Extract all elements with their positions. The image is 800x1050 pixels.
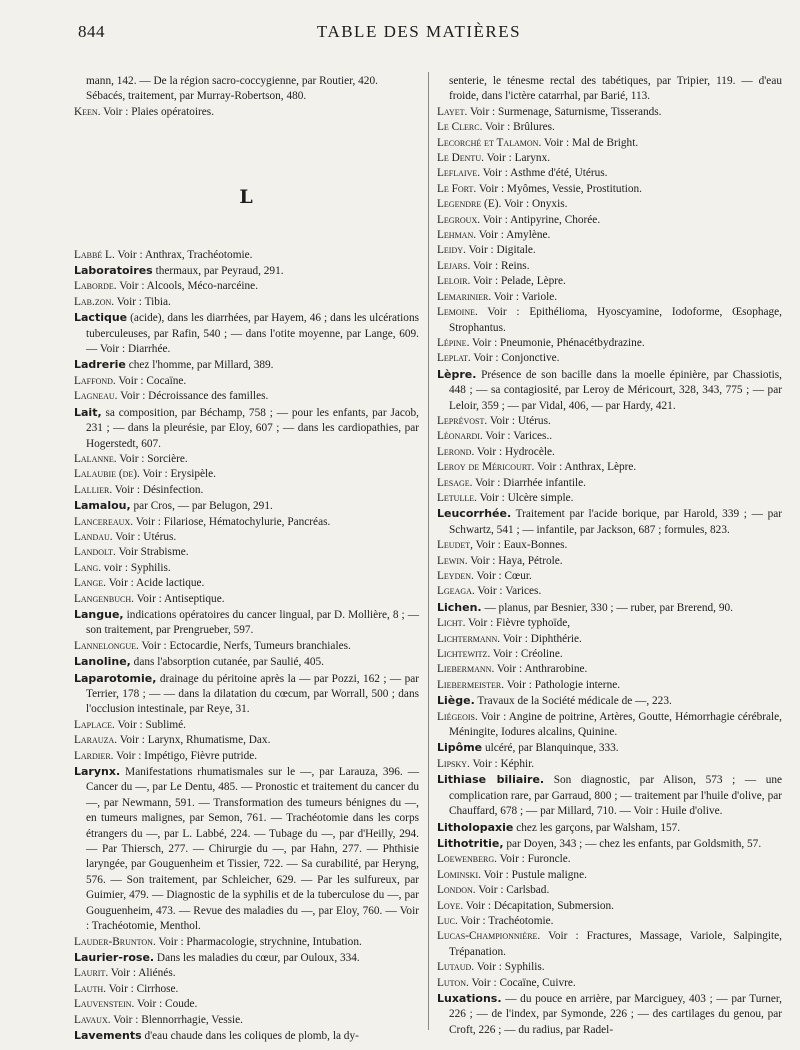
index-entry [74,279,419,294]
entry-heading: Legendre (E). [437,198,502,211]
entry-text: Voir : Reins. [472,259,530,272]
entry-heading: Luc. [437,914,458,927]
entry-heading: Leprévost. [437,414,488,427]
right-column-entries [437,74,782,1038]
page-title: TABLE DES MATIÈRES [316,22,522,41]
entry-text: Voir : Myômes, Vessie, Prostitution. [478,182,642,195]
index-entry [437,136,782,151]
entry-heading: Léonardi. [437,430,483,443]
index-entry [437,74,782,105]
index-entry [437,506,782,538]
index-entry [437,538,782,553]
index-entry [437,678,782,693]
entry-text: — planus, par Besnier, 330 ; — ruber, par Brerend, 90. [484,601,733,614]
entry-text: Voir : Cocaïne. [118,374,187,387]
entry-heading: Labbé L. [74,248,115,261]
entry-heading: Lithiase biliaire. [437,773,545,787]
entry-text: mann, 142. — De la région sacro-coccygienne, par Routier, 420. [86,75,378,87]
entry-text: Voir : Erysipèle. [142,468,216,481]
entry-text: Voir : Mal de Bright. [543,136,639,149]
entry-text: Voir : Hydrocèle. [476,445,555,458]
index-entry [437,336,782,351]
entry-text: Voir : Surmenage, Saturnisme, Tisserands. [469,105,662,118]
entry-heading: Leloir. [437,275,471,288]
entry-heading: Liebermann. [437,663,495,676]
entry-heading: Le Dentu. [437,152,484,165]
entry-heading: Le Fort. [437,182,477,195]
index-entry [74,1013,419,1028]
entry-heading: Leyden. [437,570,474,582]
entry-text: Voir : Alcools, Méco-narcéine. [119,280,259,293]
entry-text: Voir : Coude. [137,998,198,1011]
index-entry [74,639,419,654]
index-entry [74,1028,419,1044]
entry-heading: Lemoine. [437,306,478,319]
entry-heading: Lauvenstein. [74,998,135,1011]
entry-text: Voir : Pneumonie, Phénacétbydrazine. [472,336,645,349]
entry-heading: Laboratoires [74,264,153,278]
index-entry [74,718,419,733]
index-entry [74,950,419,966]
entry-heading: Lactique [74,311,128,325]
entry-text: Voir : Cœur. [476,570,532,582]
entry-text: Voir : Pustule maligne. [483,868,587,881]
entry-heading: Lauder-Brunton. [74,935,156,948]
entry-text: Voir : Blennorrhagie, Vessie. [113,1013,243,1026]
entry-heading: Letulle. [437,491,477,504]
index-entry [437,351,782,366]
entry-text: Voir : Sublimé. [117,718,186,731]
entry-heading: Lemarinier. [437,290,492,303]
entry-heading: Leroy de Méricourt. [437,461,535,474]
entry-heading: Larynx. [74,765,121,779]
entry-heading: Lang. [74,561,102,574]
entry-text: Voir : Ectocardie, Nerfs, Tumeurs branchiales. [141,639,351,652]
entry-heading: Licht. [437,617,466,630]
entry-heading: Lgeaga. [437,585,475,598]
entry-text: ulcéré, par Blanquinque, 333. [484,742,619,755]
entry-text: Voir : Utérus. [115,530,177,543]
index-entry [74,592,419,607]
index-entry [437,274,782,289]
entry-heading: Lewin. [437,554,468,567]
entry-text: Voir : Angine de poitrine, Artères, Goutte, Hémorrhagie cérébrale, Méningite, Iodures alcalins, Quinine. [449,710,783,739]
index-entry [437,151,782,166]
entry-text: Voir : Furoncle. [499,853,571,866]
entry-heading: Liebermeister. [437,678,505,691]
entry-text: Voir : Pharmacologie, strychnine, Intubation. [158,935,362,948]
index-entry [437,662,782,677]
entry-heading: Landolt. [74,546,116,559]
index-entry [437,166,782,181]
entry-heading: Lallier. [74,483,113,496]
page-number: 844 [78,22,105,41]
index-entry [437,693,782,709]
entry-heading: Laffond. [74,374,116,387]
entry-heading: Lalanne. [74,452,117,465]
entry-heading: Laplace. [74,718,115,731]
entry-heading: Lauth. [74,982,106,995]
index-entry [74,452,419,467]
entry-text: Voir : Larynx. [486,152,551,165]
entry-heading: Lardier. [74,749,114,762]
entry-heading: Lesage. [437,476,473,489]
entry-text: Voir : Onyxis. [503,198,568,211]
entry-heading: Lipôme [437,741,483,755]
entry-text: Voir : Anthrarobine. [496,663,588,676]
entry-heading: Lehman. [437,229,477,242]
index-entry [74,498,419,514]
entry-heading: Lalaubie (de). [74,468,140,481]
entry-text: voir : Syphilis. [103,561,171,574]
entry-text: Voir : Désinfection. [114,483,204,496]
entry-heading: Lavaux. [74,1013,111,1026]
index-entry [437,616,782,631]
index-entry [74,374,419,389]
entry-text: Voir : Antiseptique. [136,592,225,605]
index-entry [74,764,419,934]
entry-text: Voir : Képhir. [472,757,535,770]
index-entry [437,914,782,929]
entry-heading: Lipsky. [437,757,470,770]
index-entry [74,389,419,404]
entry-heading: Larauza. [74,734,118,747]
index-entry [437,305,782,336]
entry-text: Son diagnostic, par Alison, 573 ; — une complication rare, par Garraud, 800 ; — traitement par l'huile d'olive, par Chauffard, 678 ; — par Millard, 710. — Voir : Huile d'olive. [449,774,783,818]
entry-text: Voir : Fièvre typhoïde, [468,617,571,630]
index-entry [437,445,782,460]
entry-text: Voir : Brûlures. [485,121,555,134]
entry-text: Manifestations rhumatismales sur le —, par Larauza, 396. — Cancer du —, par Le Dentu, 485. — Pronostic et traitement du cancer du —, par Newmann, 591. — Transformation des tumeurs bénignes du —, en tumeurs malignes, par Semon, 761. — Trachéotomie dans les corps étrangers du —, par L. Labbé, 224. — Tubage du —, par d'Heilly, 294. — Par Thiersch, 277. — Chirurgie du —, par Hahn, 277. — Phthisie laryngée, par Gouguenheim et Tissier, 722. — Sa curabilité, par Heryng, 576. — Son traitement, par Schleicher, 629. — Par les sulfureux, par Guimier, 479. — Diagnostic de la syphilis et de la tuberculose du —, par Gouguenheim, 473. — Revue des maladies du —, par Eloy, 760. — Voir : Trachéotomie, Menthol. [86,766,419,933]
entry-heading: Lavements [74,1028,142,1042]
left-column [74,74,419,1044]
entry-text: Voir : Fractures, Massage, Variole, Salpingite, Trépanation. [449,930,782,958]
entry-heading: Layet. [437,105,468,118]
entry-text: Voir : Varices.. [485,430,553,443]
index-entry [74,966,419,981]
index-entry [437,710,782,741]
entry-text: Voir : Anthrax, Trachéotomie. [117,248,253,261]
index-entry [437,960,782,975]
index-entry [74,733,419,748]
index-entry [437,852,782,867]
entry-text: thermaux, par Peyraud, 291. [155,265,284,278]
index-entry [437,569,782,584]
entry-text: Voir : Amylène. [478,229,551,242]
entry-text: Voir : Aliénés. [110,967,176,980]
entry-text: Voir : Syphilis. [476,961,545,974]
index-entry [437,772,782,819]
index-entry [437,883,782,898]
entry-text: Voir Strabisme. [118,546,189,559]
index-entry [437,476,782,491]
entry-heading: Lecorché et Talamon. [437,136,542,149]
entry-heading: Le Clerc. [437,121,483,134]
index-entry [74,982,419,997]
entry-text: Voir : Anthrax, Lèpre. [537,461,637,474]
entry-heading: Leplat. [437,352,471,365]
index-entry [74,310,419,357]
entry-heading: Lichen. [437,600,482,614]
entry-text: Voir : Cirrhose. [108,982,179,995]
entry-heading: Lannelongue. [74,639,139,652]
index-entry [437,976,782,991]
right-column [437,74,782,1038]
index-entry [437,105,782,120]
entry-heading: Luton. [437,976,469,989]
entry-heading: Keen. [74,105,101,118]
index-entry [74,671,419,718]
entry-heading: Lerond. [437,445,475,458]
index-entry [437,647,782,662]
entry-heading: Lancereaux. [74,515,134,528]
entry-heading: Loye. [437,899,464,912]
index-entry [74,576,419,591]
entry-text: Voir : Décroissance des familles. [120,390,269,403]
index-entry [437,414,782,429]
entry-heading: Laborde. [74,280,117,293]
entry-text: Voir : Acide lactique. [108,577,205,590]
index-entry [74,105,419,120]
index-entry [74,357,419,373]
index-entry [437,757,782,772]
index-entry [74,74,419,89]
entry-heading: Litholopaxie [437,820,514,834]
entry-text: Travaux de la Société médicale de —, 223. [477,695,672,708]
index-entry [437,600,782,616]
entry-text: Voir : Carlsbad. [478,884,550,897]
index-entry [74,749,419,764]
entry-text: chez l'homme, par Millard, 389. [128,359,274,372]
entry-heading: Langue, [74,607,124,621]
entry-heading: Leflaive. [437,167,481,180]
index-entry [437,197,782,212]
index-entry [437,491,782,506]
entry-heading: Leidy. [437,244,466,257]
index-entry [437,460,782,475]
entry-heading: Lejars. [437,259,471,272]
index-entry [437,213,782,228]
entry-text: dans l'absorption cutanée, par Saulié, 405. [133,656,324,669]
entry-text: Voir : Filariose, Hématochylurie, Pancréas. [135,515,331,528]
entry-heading: Landau. [74,530,113,543]
entry-text: Voir : Tibia. [116,295,171,308]
index-entry [437,991,782,1038]
entry-text: Voir : Cocaïne, Cuivre. [471,976,576,989]
entry-text: d'eau chaude dans les coliques de plomb, la dy- [144,1029,359,1042]
index-entry [74,997,419,1012]
entry-heading: Langenbuch. [74,592,134,605]
entry-text: par Cros, — par Belugon, 291. [133,500,273,513]
index-entry [437,120,782,135]
entry-text: (acide), dans les diarrhées, par Hayem, 46 ; dans les ulcérations tuberculeuses, par Rafin, 540 ; — dans l'otite moyenne, par Lange, 609. — Voir : Diarrhée. [86,312,419,356]
entry-text: Voir : Sorcière. [119,452,188,465]
entry-text: Voir : Diarrhée infantile. [475,476,586,489]
index-entry [437,929,782,960]
entry-text: Voir : Trachéotomie. [460,914,554,927]
left-column-entries [74,248,419,1045]
left-column-continuation [74,74,419,120]
entry-text: Voir : Décapitation, Submersion. [465,899,614,912]
index-entry [74,530,419,545]
entry-text: drainage du péritoine après la — par Pozzi, 162 ; — par Terrier, 178 ; — — dans la dilatation du cœcum, par Worrall, 500 ; dans l'occlusion intestinale, par Reye, 31. [86,672,419,716]
entry-text: Présence de son bacille dans la moelle épinière, par Chassiotis, 448 ; — sa contagiosité, par Leroy de Méricourt, 328, 343, 775 ; — par Leloir, 359 ; — par Vidal, 406, — par Hardy, 421. [449,368,783,412]
index-entry [437,836,782,852]
index-entry [437,554,782,569]
entry-text: Voir : Digitale. [468,244,536,257]
index-entry [74,935,419,950]
entry-heading: Lèpre. [437,367,477,381]
entry-text: Sébacés, traitement, par Murray-Robertson, 480. [86,90,307,103]
entry-text: Voir : Ulcère simple. [479,491,574,504]
entry-heading: Laparotomie, [74,671,157,685]
index-entry [74,561,419,576]
entry-text: Voir : Impétigo, Fièvre putride. [116,749,258,762]
entry-heading: London. [437,884,476,897]
index-entry [74,545,419,560]
index-entry [437,868,782,883]
entry-heading: Lait, [74,405,102,419]
entry-heading: Laurit. [74,967,109,980]
index-entry [437,367,782,414]
entry-heading: Lichtewitz. [437,648,491,661]
index-entry [74,89,419,104]
entry-text: Voir : Diphthérie. [502,632,582,645]
entry-text: indications opératoires du cancer lingual, par D. Mollière, 8 ; — son traitement, par Prengrueber, 597. [86,608,419,637]
entry-heading: Ladrerie [74,358,126,372]
index-entry [437,259,782,274]
entry-heading: Liège. [437,694,475,708]
entry-text: Voir : Asthme d'été, Utérus. [482,167,608,180]
entry-text: senterie, le ténesme rectal des tabétiques, par Tripier, 119. — d'eau froide, dans l'ictère catarrhal, par Barié, 113. [449,75,782,103]
index-entry [74,483,419,498]
index-entry [74,263,419,279]
index-entry [437,182,782,197]
entry-text: Voir : Epithélioma, Hyoscyamine, Iodoforme, Œsophage, Strophantus. [449,306,782,334]
index-entry [437,243,782,258]
section-letter: L [239,186,254,209]
entry-text: Voir : Plaies opératoires. [103,105,215,118]
entry-heading: Lucas-Championnière. [437,930,541,943]
entry-text: — du pouce en arrière, par Marciguey, 403 ; — par Turner, 226 ; — de l'index, par Symonde, 226 ; — des cartilages du genou, par Croft, 226 ; — du radius, par Radel- [449,992,782,1036]
entry-heading: Laurier-rose. [74,950,155,964]
entry-text: Voir : Larynx, Rhumatisme, Dax. [119,734,271,747]
entry-heading: Leudet, [437,539,473,552]
entry-text: Traitement par l'acide borique, par Harold, 339 ; — par Schwartz, 541 ; — infantile, par Jackson, 687 ; formules, 823. [449,508,782,536]
entry-heading: Luxations. [437,991,502,1005]
entry-text: chez les garçons, par Walsham, 157. [516,821,681,834]
entry-text: par Doyen, 343 ; — chez les enfants, par Goldsmith, 57. [506,837,762,850]
entry-text: Voir : Utérus. [489,414,551,427]
entry-text: Dans les maladies du cœur, par Ouloux, 334. [156,951,360,964]
entry-text: Voir : Haya, Pétrole. [470,554,563,567]
entry-heading: Lichtermann. [437,632,501,645]
entry-text: Voir : Eaux-Bonnes. [475,539,568,552]
entry-heading: Lagneau. [74,390,118,403]
index-entry [74,515,419,530]
entry-text: Voir : Conjonctive. [473,352,560,365]
entry-heading: Loewenberg. [437,853,497,866]
entry-heading: Lange. [74,577,106,590]
entry-text: sa composition, par Béchamp, 758 ; — pour les enfants, par Jacob, 231 ; — dans la pleurésie, par Eloy, 607 ; — dans les cardiopathies, par Hogerstedt, 607. [86,406,419,450]
index-entry [74,248,419,263]
index-entry [74,607,419,639]
entry-heading: Legroux. [437,213,481,226]
index-entry [437,820,782,836]
entry-text: Voir : Pelade, Lèpre. [472,275,566,288]
entry-heading: Lithotritie, [437,836,504,850]
entry-heading: Lanoline, [74,655,131,669]
entry-text: Voir : Pathologie interne. [506,678,621,691]
entry-heading: Leucorrhée. [437,507,512,521]
entry-text: Voir : Antipyrine, Chorée. [482,213,601,226]
entry-heading: Liégeois. [437,710,478,723]
index-entry [437,632,782,647]
index-entry [74,467,419,482]
index-entry [74,654,419,670]
entry-text: Voir : Créoline. [492,648,563,661]
index-entry [437,899,782,914]
index-entry [437,740,782,756]
index-entry [437,290,782,305]
index-entry [437,584,782,599]
entry-heading: Lépine. [437,336,470,349]
entry-heading: Lab.zon. [74,295,115,308]
entry-text: Voir : Varices. [477,585,542,598]
entry-heading: Lamalou, [74,499,131,513]
entry-heading: Lutaud. [437,961,475,974]
column-divider [428,72,429,1030]
index-entry [74,405,419,452]
entry-heading: Lominski. [437,868,481,881]
entry-text: Voir : Variole. [493,290,558,303]
page-header [78,22,760,50]
index-entry [437,429,782,444]
index-entry [74,295,419,310]
index-entry [437,228,782,243]
